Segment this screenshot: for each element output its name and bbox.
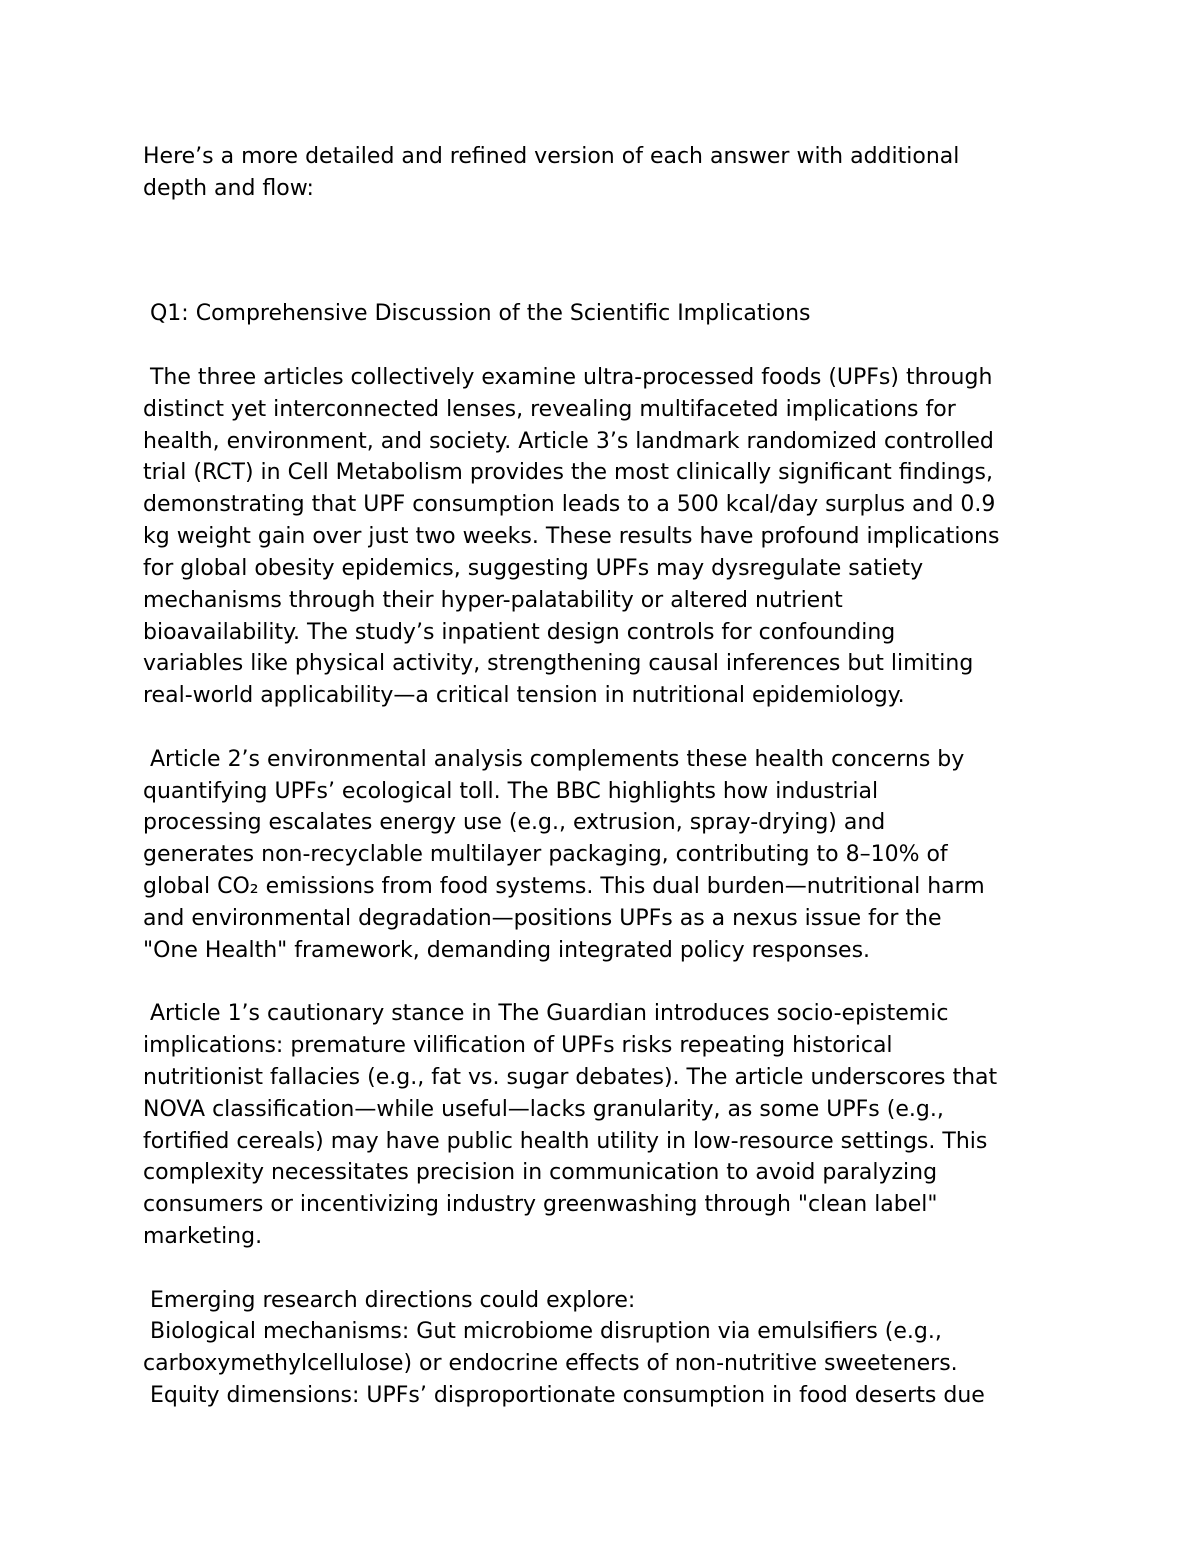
paragraph-1-line: for global obesity epidemics, suggesting UPFs may dysregulate satiety — [143, 556, 924, 581]
paragraph-1-line: demonstrating that UPF consumption leads to a 500 kcal/day surplus and 0.9 — [143, 492, 996, 517]
paragraph-2-line: "One Health" framework, demanding integrated policy responses. — [143, 938, 871, 963]
paragraph-3-line: Article 1’s cautionary stance in The Guardian introduces socio-epistemic — [143, 1001, 949, 1026]
paragraph-4-line: carboxymethylcellulose) or endocrine effects of non-nutritive sweeteners. — [143, 1351, 958, 1376]
paragraph-3-line: complexity necessitates precision in communication to avoid paralyzing — [143, 1160, 938, 1185]
paragraph-2-line: Article 2’s environmental analysis complements these health concerns by — [143, 747, 965, 772]
section-heading: Q1: Comprehensive Discussion of the Scientific Implications — [143, 301, 811, 326]
paragraph-1-line: bioavailability. The study’s inpatient design controls for confounding — [143, 620, 896, 645]
intro-line: Here’s a more detailed and refined version of each answer with additional — [143, 144, 960, 169]
paragraph-2-line: global CO₂ emissions from food systems. This dual burden—nutritional harm — [143, 874, 985, 899]
paragraph-3-line: implications: premature vilification of UPFs risks repeating historical — [143, 1033, 893, 1058]
paragraph-4-line: Emerging research directions could explore: — [143, 1288, 636, 1313]
paragraph-1-line: health, environment, and society. Article 3’s landmark randomized controlled — [143, 429, 994, 454]
paragraph-1-line: trial (RCT) in Cell Metabolism provides the most clinically significant findings, — [143, 460, 994, 485]
paragraph-1-line: distinct yet interconnected lenses, revealing multifaceted implications for — [143, 397, 956, 422]
paragraph-1-line: The three articles collectively examine ultra-processed foods (UPFs) through — [143, 365, 993, 390]
paragraph-2-line: and environmental degradation—positions UPFs as a nexus issue for the — [143, 906, 942, 931]
paragraph-4-line: Biological mechanisms: Gut microbiome disruption via emulsifiers (e.g., — [143, 1319, 942, 1344]
paragraph-4-line: Equity dimensions: UPFs’ disproportionate consumption in food deserts due — [143, 1383, 985, 1408]
paragraph-3-line: nutritionist fallacies (e.g., fat vs. sugar debates). The article underscores that — [143, 1065, 998, 1090]
paragraph-3-line: consumers or incentivizing industry greenwashing through "clean label" — [143, 1192, 938, 1217]
intro-line: depth and flow: — [143, 176, 314, 201]
paragraph-1-line: kg weight gain over just two weeks. These results have profound implications — [143, 524, 1000, 549]
paragraph-1-line: mechanisms through their hyper-palatability or altered nutrient — [143, 588, 843, 613]
paragraph-3-line: marketing. — [143, 1224, 263, 1249]
paragraph-1-line: variables like physical activity, strengthening causal inferences but limiting — [143, 651, 974, 676]
paragraph-3-line: NOVA classification—while useful—lacks granularity, as some UPFs (e.g., — [143, 1097, 944, 1122]
paragraph-2-line: generates non-recyclable multilayer packaging, contributing to 8–10% of — [143, 842, 948, 867]
paragraph-3-line: fortified cereals) may have public health utility in low-resource settings. This — [143, 1129, 988, 1154]
paragraph-2-line: quantifying UPFs’ ecological toll. The BBC highlights how industrial — [143, 779, 879, 804]
paragraph-2-line: processing escalates energy use (e.g., extrusion, spray-drying) and — [143, 810, 886, 835]
paragraph-1-line: real-world applicability—a critical tension in nutritional epidemiology. — [143, 683, 905, 708]
